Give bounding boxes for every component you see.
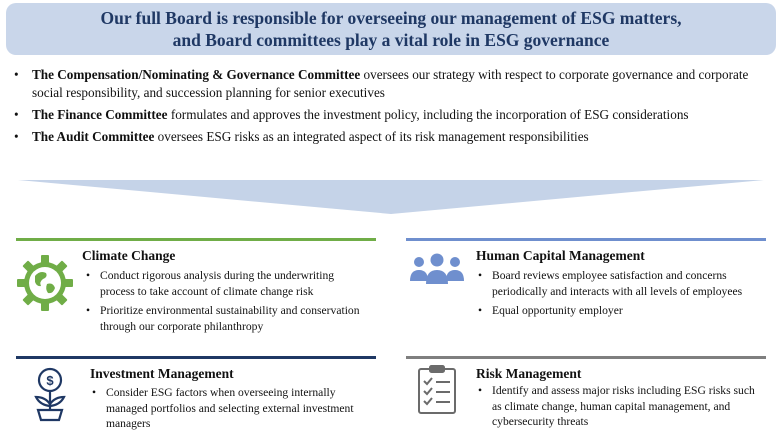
- card-bullets: [478, 268, 764, 323]
- committee-name: The Compensation/Nominating & Governance Committee: [32, 67, 361, 82]
- human-capital-card: [406, 238, 766, 338]
- checklist-icon: [416, 364, 458, 416]
- card-accent-bar: [16, 238, 376, 241]
- globe-gear-icon: [16, 254, 74, 312]
- svg-text:$: $: [46, 373, 54, 388]
- bullet-marker: •: [86, 269, 91, 282]
- committee-list: [14, 66, 774, 150]
- committee-description: formulates and approves the investment policy, including the incorporation of ESG considerations: [167, 107, 689, 122]
- card-title: Climate Change: [82, 248, 176, 263]
- arrow-shape: [18, 180, 764, 214]
- bullet-marker: •: [92, 386, 97, 399]
- header-banner: [6, 3, 776, 55]
- bullet-marker: •: [86, 304, 91, 317]
- card-title: Investment Management: [90, 366, 234, 381]
- committee-description: oversees ESG risks as an integrated aspect of its risk management responsibilities: [154, 129, 589, 144]
- card-bullet-text: Equal opportunity employer: [492, 304, 623, 317]
- bullet-marker: •: [478, 304, 483, 317]
- card-title: Human Capital Management: [476, 248, 645, 263]
- bullet-marker: •: [478, 269, 483, 282]
- bullet-marker: •: [478, 384, 483, 397]
- card-bullets: [92, 385, 372, 436]
- card-bullet-text: Board reviews employee satisfaction and concerns periodically and interacts with all levels of employees: [492, 269, 743, 298]
- bullet-marker: •: [14, 67, 19, 82]
- card-bullet-item: [478, 383, 764, 430]
- money-plant-icon: [28, 366, 72, 424]
- card-bullet-item: [478, 268, 764, 299]
- card-accent-bar: [16, 356, 376, 359]
- committee-name: The Finance Committee: [32, 107, 168, 122]
- bullet-marker: •: [14, 129, 19, 144]
- people-group-icon: [408, 248, 466, 288]
- card-bullet-text: Conduct rigorous analysis during the underwriting process to take account of climate change risk: [100, 269, 335, 298]
- card-bullet-text: Identify and assess major risks including ESG risks such as climate change, human capital management, and cybersecurity threats: [492, 384, 755, 428]
- card-bullets: [478, 383, 764, 434]
- committee-item: [14, 106, 774, 124]
- card-bullet-text: Consider ESG factors when overseeing internally managed portfolios and selecting external investment managers: [106, 386, 354, 430]
- banner-line-1: Our full Board is responsible for overseeing our management of ESG matters,: [100, 8, 682, 28]
- climate-change-card: [16, 238, 376, 338]
- card-title: Risk Management: [476, 366, 582, 381]
- committee-item: [14, 66, 774, 102]
- risk-management-card: [406, 356, 766, 438]
- committee-description: oversees our strategy with respect to corporate governance and corporate social responsibility, and succession planning for senior executives: [32, 67, 749, 100]
- committee-name: The Audit Committee: [32, 129, 155, 144]
- card-bullets: [86, 268, 371, 338]
- card-accent-bar: [406, 238, 766, 241]
- card-bullet-item: [86, 268, 371, 299]
- card-accent-bar: [406, 356, 766, 359]
- banner-line-2: and Board committees play a vital role in ESG governance: [172, 30, 610, 50]
- card-bullet-text: Prioritize environmental sustainability and conservation through our corporate philanthropy: [100, 304, 360, 333]
- card-bullet-item: [478, 303, 764, 319]
- committee-item: [14, 128, 774, 146]
- investment-management-card: [16, 356, 376, 438]
- card-bullet-item: [86, 303, 371, 334]
- bullet-marker: •: [14, 107, 19, 122]
- down-chevron-arrow: [18, 180, 764, 216]
- card-bullet-item: [92, 385, 372, 432]
